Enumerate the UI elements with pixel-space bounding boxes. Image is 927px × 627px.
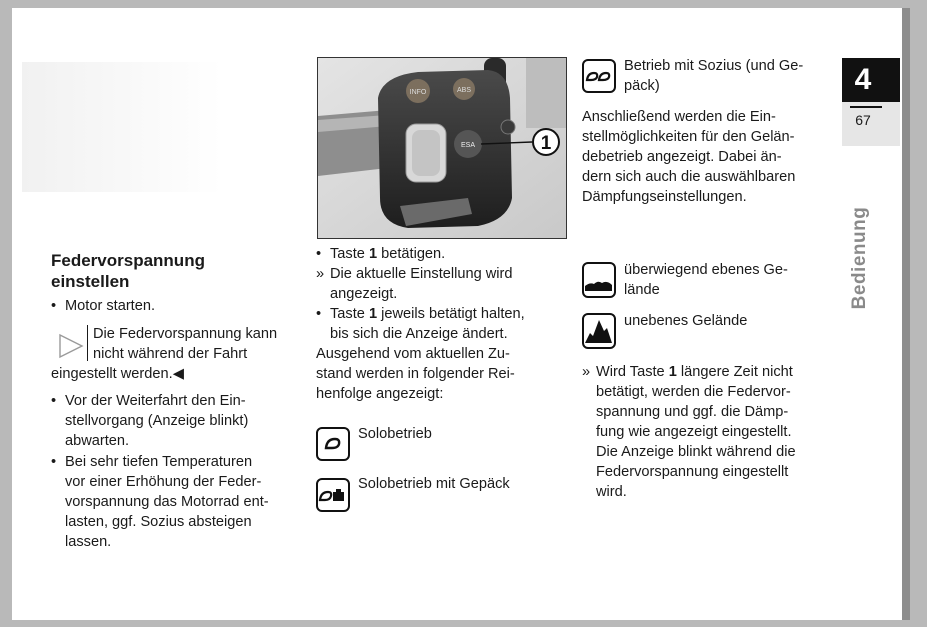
rider-luggage-icon — [316, 478, 350, 512]
mode-solo-luggage-label: Solobetrieb mit Gepäck — [358, 476, 510, 492]
left-bullet-2: • Vor der Weiterfahrt den Ein- stellvorgang (Anzeige blinkt) abwarten. — [51, 393, 249, 449]
flat-terrain-icon — [582, 262, 616, 298]
callout-number: 1 — [540, 133, 552, 154]
rider-solo-icon — [316, 427, 350, 461]
middle-steps: • Taste 1 betätigen. » Die aktuelle Einstellung wird angezeigt. • Taste 1 jeweils betätigt halten, bis sich die Anzeige ändert. Ausgehend vom aktuellen Zu- stand werden in folgender Rei- henfolge angezeigt: — [316, 246, 525, 402]
esa-button: ESA — [460, 142, 476, 149]
terrain-rough-label: unebenes Gelände — [624, 313, 748, 329]
rough-terrain-icon — [582, 313, 616, 349]
chapter-number: 4 — [854, 63, 872, 96]
terrain-paragraph: Anschließend werden die Ein- stellmöglichkeiten für den Gelän- debetrieb angezeigt. Dabei än- dern sich auch die auswählbaren Dämpfungseinstellungen. — [582, 109, 796, 205]
page-edge-shadow — [902, 8, 910, 620]
faint-background-mark — [22, 62, 222, 192]
chapter-rule — [850, 106, 882, 108]
left-bullet-3: • Bei sehr tiefen Temperaturen vor einer Erhöhung der Feder- vorspannung das Motorrad ent- lasten, ggf. Sozius absteigen lassen. — [51, 454, 269, 550]
abs-button: ABS — [456, 87, 472, 94]
note-text: Die Federvorspannung kann nicht während der Fahrt — [93, 326, 278, 362]
triangle-note-icon — [58, 333, 84, 359]
page-number: 67 — [855, 112, 871, 128]
left-bullet-1: • Motor starten. — [51, 298, 156, 314]
section-side-title: Bedienung — [849, 206, 870, 310]
end-mark-icon: ◀ — [172, 366, 184, 382]
mode-pillion-label: Betrieb mit Sozius (und Ge- päck) — [624, 58, 804, 94]
handlebar-switch-photo — [317, 57, 567, 239]
rider-pillion-icon — [582, 59, 616, 93]
chapter-tab — [842, 58, 900, 146]
mode-solo-label: Solobetrieb — [358, 426, 432, 442]
info-button: INFO — [409, 89, 427, 96]
note-divider — [87, 325, 88, 361]
section-heading: Federvorspannung einstellen — [51, 251, 205, 291]
note-text-end: eingestellt werden.◀ — [51, 366, 184, 382]
right-result: » Wird Taste 1 längere Zeit nicht betätigt, werden die Federvor- spannung und ggf. die Dämp- fung wie angezeigt eingestellt. Die Anzeige blinkt während die Federvorspannung eingestellt wird. — [582, 364, 796, 500]
terrain-flat-label: überwiegend ebenes Ge- lände — [624, 262, 788, 298]
